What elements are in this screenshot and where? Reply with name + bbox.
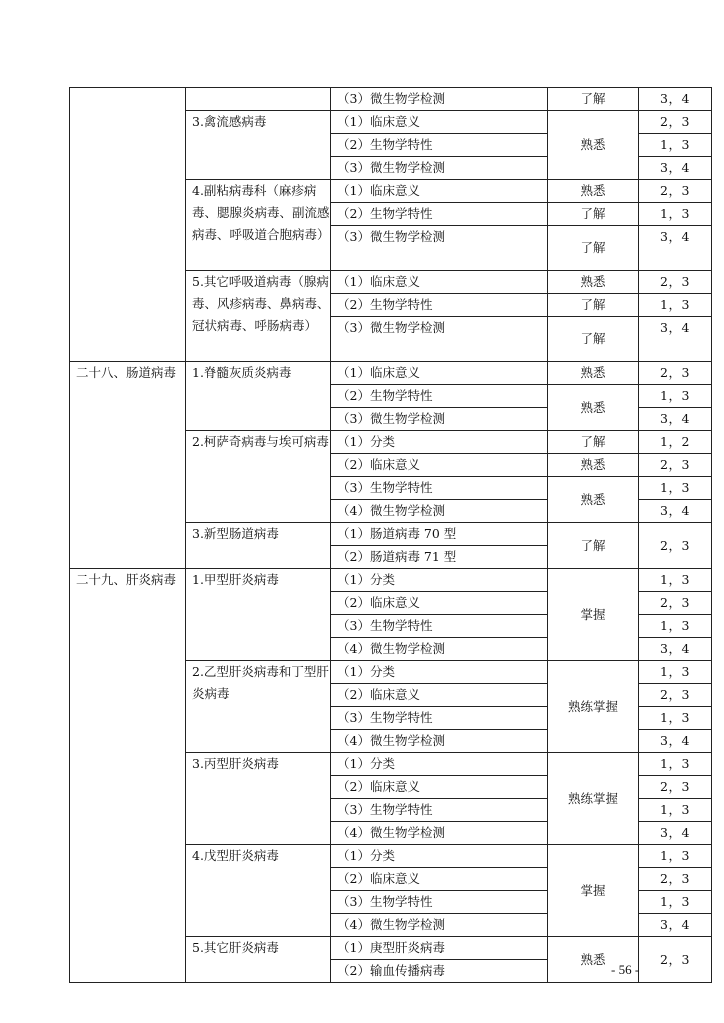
content-cell: （1）分类 [331, 661, 548, 684]
topic-cell: 4.戊型肝炎病毒 [186, 845, 331, 937]
level-cell: 3，4 [639, 914, 712, 937]
content-cell: （3）生物学特性 [331, 477, 548, 500]
content-cell: （4）微生物学检测 [331, 500, 548, 523]
level-cell: 3，4 [639, 822, 712, 845]
level-cell: 1，3 [639, 477, 712, 500]
content-cell: （1）分类 [331, 845, 548, 868]
requirement-cell: 了解 [548, 523, 639, 569]
requirement-cell: 掌握 [548, 845, 639, 937]
requirement-cell: 熟悉 [548, 271, 639, 294]
content-cell: （2）临床意义 [331, 454, 548, 477]
level-cell: 2，3 [639, 454, 712, 477]
topic-cell: 2.柯萨奇病毒与埃可病毒 [186, 431, 331, 523]
content-cell: （2）临床意义 [331, 776, 548, 799]
requirement-cell: 熟练掌握 [548, 753, 639, 845]
topic-cell: 2.乙型肝炎病毒和丁型肝炎病毒 [186, 661, 331, 753]
level-cell: 1，3 [639, 661, 712, 684]
level-cell: 2，3 [639, 111, 712, 134]
content-cell: （1）分类 [331, 569, 548, 592]
content-cell: （2）临床意义 [331, 868, 548, 891]
level-cell: 1，3 [639, 203, 712, 226]
topic-cell: 5.其它呼吸道病毒（腺病毒、风疹病毒、鼻病毒、冠状病毒、呼肠病毒） [186, 271, 331, 362]
content-cell: （2）肠道病毒 71 型 [331, 546, 548, 569]
level-cell: 2，3 [639, 868, 712, 891]
topic-cell: 5.其它肝炎病毒 [186, 937, 331, 983]
content-cell: （3）微生物学检测 [331, 88, 548, 111]
level-cell: 3，4 [639, 408, 712, 431]
content-cell: （2）临床意义 [331, 684, 548, 707]
level-cell: 2，3 [639, 362, 712, 385]
topic-cell: 3.禽流感病毒 [186, 111, 331, 180]
table-row [70, 569, 712, 592]
content-cell: （3）生物学特性 [331, 615, 548, 638]
requirement-cell: 熟练掌握 [548, 661, 639, 753]
level-cell: 3，4 [639, 157, 712, 180]
level-cell: 2，3 [639, 271, 712, 294]
level-cell: 2，3 [639, 937, 712, 983]
unit-cell: 二十八、肠道病毒 [70, 362, 186, 569]
level-cell: 1，3 [639, 707, 712, 730]
content-cell: （3）微生物学检测 [331, 317, 548, 362]
requirement-cell: 熟悉 [548, 362, 639, 385]
level-cell: 3，4 [639, 88, 712, 111]
level-cell: 2，3 [639, 180, 712, 203]
content-cell: （4）微生物学检测 [331, 914, 548, 937]
content-cell: （1）临床意义 [331, 362, 548, 385]
page-number: - 56 - [611, 962, 640, 977]
requirement-cell: 掌握 [548, 569, 639, 661]
requirement-cell: 了解 [548, 203, 639, 226]
level-cell: 2，3 [639, 776, 712, 799]
level-cell: 3，4 [639, 730, 712, 753]
topic-cell: 1.甲型肝炎病毒 [186, 569, 331, 661]
requirement-cell: 了解 [548, 317, 639, 362]
content-cell: （4）微生物学检测 [331, 730, 548, 753]
requirement-cell: 了解 [548, 88, 639, 111]
level-cell: 3，4 [639, 317, 712, 362]
content-cell: （1）分类 [331, 431, 548, 454]
topic-cell: 1.脊髓灰质炎病毒 [186, 362, 331, 431]
content-cell: （3）微生物学检测 [331, 226, 548, 271]
unit-cell: 二十九、肝炎病毒 [70, 569, 186, 983]
level-cell: 1，3 [639, 134, 712, 157]
level-cell: 2，3 [639, 684, 712, 707]
topic-cell [186, 88, 331, 111]
content-cell: （1）分类 [331, 753, 548, 776]
level-cell: 1，3 [639, 753, 712, 776]
content-cell: （4）微生物学检测 [331, 638, 548, 661]
table-row [70, 362, 712, 385]
syllabus-table [69, 87, 712, 983]
level-cell: 1，3 [639, 845, 712, 868]
content-cell: （2）生物学特性 [331, 134, 548, 157]
content-cell: （1）临床意义 [331, 111, 548, 134]
unit-cell [70, 88, 186, 362]
content-cell: （1）肠道病毒 70 型 [331, 523, 548, 546]
content-cell: （3）生物学特性 [331, 891, 548, 914]
content-cell: （2）生物学特性 [331, 385, 548, 408]
requirement-cell: 熟悉 [548, 937, 639, 983]
level-cell: 1，3 [639, 891, 712, 914]
topic-cell: 3.新型肠道病毒 [186, 523, 331, 569]
content-cell: （1）临床意义 [331, 271, 548, 294]
requirement-cell: 熟悉 [548, 477, 639, 523]
content-cell: （1）临床意义 [331, 180, 548, 203]
requirement-cell: 熟悉 [548, 180, 639, 203]
requirement-cell: 了解 [548, 294, 639, 317]
level-cell: 1，3 [639, 294, 712, 317]
content-cell: （4）微生物学检测 [331, 822, 548, 845]
level-cell: 3，4 [639, 226, 712, 271]
level-cell: 1，3 [639, 569, 712, 592]
topic-cell: 4.副粘病毒科（麻疹病毒、腮腺炎病毒、副流感病毒、呼吸道合胞病毒） [186, 180, 331, 271]
level-cell: 1，2 [639, 431, 712, 454]
content-cell: （3）生物学特性 [331, 707, 548, 730]
content-cell: （3）微生物学检测 [331, 157, 548, 180]
content-cell: （1）庚型肝炎病毒 [331, 937, 548, 960]
content-cell: （2）输血传播病毒 [331, 960, 548, 983]
requirement-cell: 了解 [548, 226, 639, 271]
table-row [70, 88, 712, 111]
content-cell: （2）临床意义 [331, 592, 548, 615]
content-cell: （3）微生物学检测 [331, 408, 548, 431]
level-cell: 1，3 [639, 799, 712, 822]
topic-cell: 3.丙型肝炎病毒 [186, 753, 331, 845]
level-cell: 1，3 [639, 385, 712, 408]
level-cell: 3，4 [639, 500, 712, 523]
level-cell: 2，3 [639, 523, 712, 569]
level-cell: 2，3 [639, 592, 712, 615]
requirement-cell: 熟悉 [548, 111, 639, 180]
content-cell: （2）生物学特性 [331, 203, 548, 226]
level-cell: 1，3 [639, 615, 712, 638]
requirement-cell: 了解 [548, 431, 639, 454]
level-cell: 3，4 [639, 638, 712, 661]
requirement-cell: 熟悉 [548, 454, 639, 477]
content-cell: （3）生物学特性 [331, 799, 548, 822]
requirement-cell: 熟悉 [548, 385, 639, 431]
content-cell: （2）生物学特性 [331, 294, 548, 317]
